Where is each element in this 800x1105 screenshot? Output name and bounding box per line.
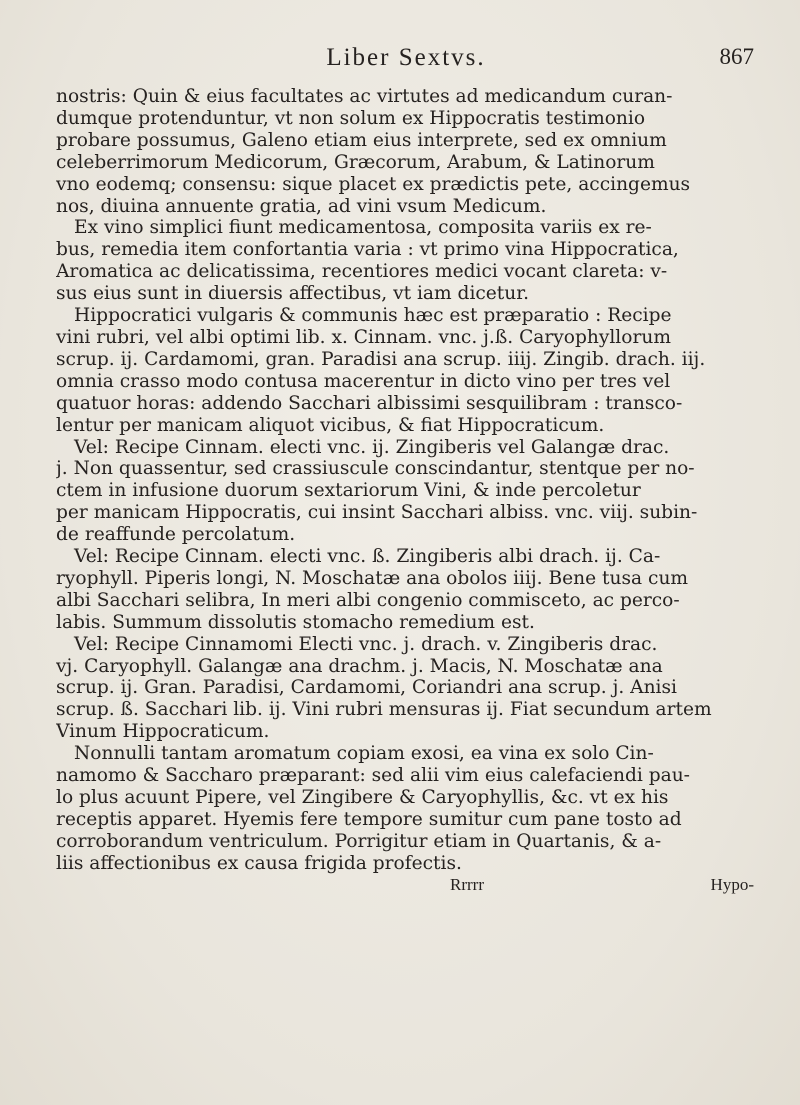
- paragraph-3: [56, 305, 756, 436]
- page-footer: [56, 875, 756, 899]
- running-head: Liber Sextvs.: [326, 44, 486, 71]
- text-line: albi Sacchari selibra, In meri albi congenio commisceto, ac perco-: [56, 589, 680, 611]
- text-line: Vel: Recipe Cinnam. electi vnc. ij. Zingiberis vel Galangæ drac.: [74, 436, 670, 458]
- text-line: nostris: Quin & eius facultates ac virtutes ad medicandum curan-: [56, 86, 673, 107]
- text-line: vj. Caryophyll. Galangæ ana drachm. j. Macis, N. Moschatæ ana: [56, 655, 663, 677]
- text-line: sus eius sunt in diuersis affectibus, vt iam dicetur.: [56, 283, 530, 305]
- text-line: ctem in infusione duorum sextariorum Vini, & inde percoletur: [56, 480, 641, 502]
- text-line: lentur per manicam aliquot vicibus, & fiat Hippocraticum.: [56, 414, 605, 436]
- text-line: Ex vino simplici fiunt medicamentosa, composita variis ex re-: [74, 217, 652, 239]
- paragraph-2: [56, 217, 756, 305]
- text-line: per manicam Hippocratis, cui insint Sacchari albiss. vnc. viij. subin-: [56, 502, 698, 524]
- text-line: Vinum Hippocraticum.: [56, 721, 270, 743]
- text-line: labis. Summum dissolutis stomacho remedium est.: [56, 611, 535, 633]
- text-line: ryophyll. Piperis longi, N. Moschatæ ana obolos iiij. Bene tusa cum: [56, 567, 689, 589]
- text-line: corroborandum ventriculum. Porrigitur etiam in Quartanis, & a-: [56, 830, 662, 852]
- text-line: nos, diuina annuente gratia, ad vini vsum Medicum.: [56, 195, 547, 217]
- page-header: [56, 44, 756, 84]
- text-line: scrup. ij. Cardamomi, gran. Paradisi ana scrup. iiij. Zingib. drach. iij.: [56, 348, 706, 370]
- text-line: lo plus acuunt Pipere, vel Zingibere & Caryophyllis, &c. vt ex his: [56, 787, 669, 808]
- text-line: celeberrimorum Medicorum, Græcorum, Arabum, & Latinorum: [56, 151, 655, 173]
- text-line: de reaffunde percolatum.: [56, 524, 296, 546]
- text-line: probare possumus, Galeno etiam eius interprete, sed ex omnium: [56, 129, 667, 151]
- text-line: scrup. ß. Sacchari lib. ij. Vini rubri mensuras ij. Fiat secundum artem: [56, 699, 712, 721]
- catchword: Hypo-: [710, 874, 754, 894]
- text-line: scrup. ij. Gran. Paradisi, Cardamomi, Coriandri ana scrup. j. Anisi: [56, 677, 677, 699]
- text-line: Vel: Recipe Cinnamomi Electi vnc. j. drach. v. Zingiberis drac.: [74, 633, 658, 655]
- text-line: bus, remedia item confortantia varia : vt primo vina Hippocratica,: [56, 239, 679, 261]
- paragraph-7: [56, 743, 756, 874]
- text-line: dumque protenduntur, vt non solum ex Hippocratis testimonio: [56, 107, 646, 129]
- signature-mark: Rrrrr: [450, 874, 484, 894]
- paragraph-5: [56, 546, 756, 634]
- text-line: vno eodemq; consensu: sique placet ex prædictis pete, accingemus: [56, 173, 691, 195]
- page-number: 867: [719, 44, 754, 69]
- text-line: Nonnulli tantam aromatum copiam exosi, ea vina ex solo Cin-: [74, 743, 654, 765]
- text-line: quatuor horas: addendo Sacchari albissimi sesquilibram : transco-: [56, 392, 683, 414]
- text-line: Hippocratici vulgaris & communis hæc est præparatio : Recipe: [74, 305, 672, 327]
- paragraph-1: [56, 86, 756, 217]
- paragraph-6: [56, 634, 756, 744]
- text-line: receptis apparet. Hyemis fere tempore sumitur cum pane tosto ad: [56, 808, 682, 830]
- body-text: [56, 86, 756, 875]
- text-line: vini rubri, vel albi optimi lib. x. Cinnam. vnc. j.ß. Caryophyllorum: [56, 326, 671, 348]
- text-line: namomo & Saccharo præparant: sed alii vim eius calefaciendi pau-: [56, 765, 690, 787]
- text-line: omnia crasso modo contusa macerentur in dicto vino per tres vel: [56, 370, 671, 392]
- text-line: j. Non quassentur, sed crassiuscule conscindantur, stentque per no-: [56, 458, 695, 480]
- paragraph-4: [56, 437, 756, 547]
- text-line: Aromatica ac delicatissima, recentiores medici vocant clareta: v-: [56, 261, 668, 283]
- text-line: liis affectionibus ex causa frigida profectis.: [56, 852, 462, 874]
- text-line: Vel: Recipe Cinnam. electi vnc. ß. Zingiberis albi drach. ij. Ca-: [74, 546, 661, 568]
